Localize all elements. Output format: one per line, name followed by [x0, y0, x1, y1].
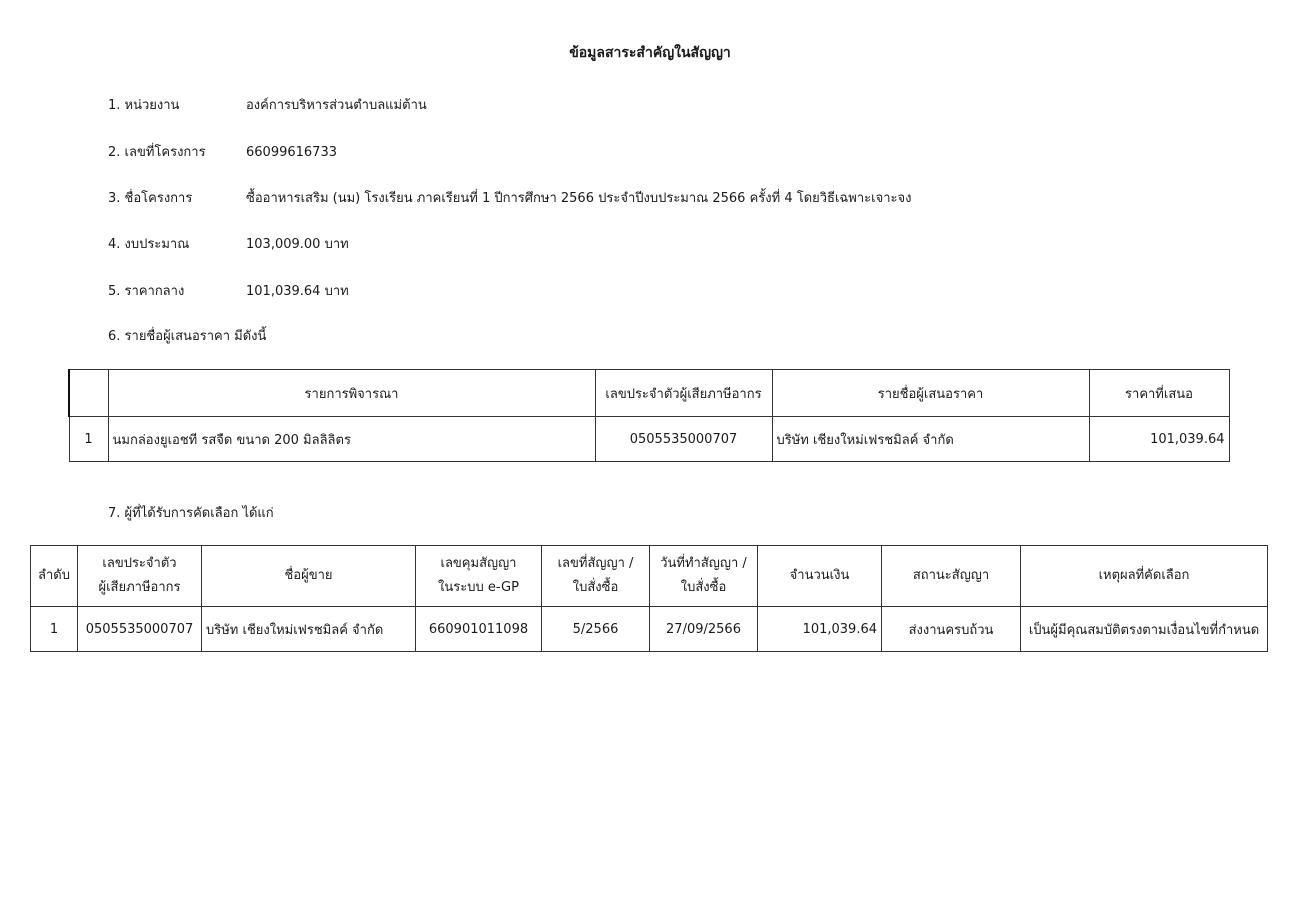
document-title: ข้อมูลสาระสำคัญในสัญญา: [569, 45, 731, 61]
column-header: ชื่อผู้ขาย: [202, 546, 416, 607]
column-header: จำนวนเงิน: [758, 546, 882, 607]
contract-amount: 101,039.64: [758, 607, 882, 652]
row-number: 1: [69, 417, 108, 462]
column-header: สถานะสัญญา: [882, 546, 1021, 607]
info-label: 5. ราคากลาง: [108, 284, 185, 299]
column-header: เหตุผลที่คัดเลือก: [1021, 546, 1268, 607]
column-header: ลำดับ: [31, 546, 78, 607]
section-7-label: 7. ผู้ที่ได้รับการคัดเลือก ได้แก่: [108, 506, 274, 521]
info-value: ซื้ออาหารเสริม (นม) โรงเรียน ภาคเรียนที่ 1 ปีการศึกษา 2566 ประจำปีงบประมาณ 2566 ครั้งที่ 4 โดยวิธีเฉพาะเจาะจง: [246, 191, 912, 206]
contract-status: ส่งงานครบถ้วน: [882, 607, 1021, 652]
column-header: เลขที่สัญญา / ใบสั่งซื้อ: [542, 546, 650, 607]
contract-date: 27/09/2566: [650, 607, 758, 652]
item-name: นมกล่องยูเอชที รสจืด ขนาด 200 มิลลิลิตร: [108, 417, 595, 462]
column-header: เลขประจำตัว ผู้เสียภาษีอากร: [78, 546, 202, 607]
offered-price: 101,039.64: [1089, 417, 1229, 462]
info-label: 4. งบประมาณ: [108, 237, 190, 252]
column-header: เลขประจำตัวผู้เสียภาษีอากร: [595, 370, 772, 417]
selected-vendor-table: [30, 545, 1268, 652]
info-label: 1. หน่วยงาน: [108, 98, 180, 113]
row-number: 1: [31, 607, 78, 652]
table-row: [31, 607, 1268, 652]
section-6-label: 6. รายชื่อผู้เสนอราคา มีดังนี้: [108, 329, 267, 344]
info-label: 2. เลขที่โครงการ: [108, 145, 206, 160]
column-header: เลขคุมสัญญา ในระบบ e-GP: [416, 546, 542, 607]
table-header-row: [31, 546, 1268, 607]
info-value: องค์การบริหารส่วนตำบลแม่ต้าน: [246, 98, 427, 113]
table-row: [69, 417, 1229, 462]
info-label: 3. ชื่อโครงการ: [108, 191, 193, 206]
info-value: 66099616733: [246, 145, 337, 160]
column-header: รายชื่อผู้เสนอราคา: [772, 370, 1089, 417]
bidder-name: บริษัท เชียงใหม่เฟรชมิลค์ จำกัด: [772, 417, 1089, 462]
table-header-row: [69, 370, 1229, 417]
bidders-table: [68, 369, 1230, 462]
seller-name: บริษัท เชียงใหม่เฟรชมิลค์ จำกัด: [202, 607, 416, 652]
column-header: รายการพิจารณา: [108, 370, 595, 417]
tax-id: 0505535000707: [78, 607, 202, 652]
column-header: ราคาที่เสนอ: [1089, 370, 1229, 417]
selection-reason: เป็นผู้มีคุณสมบัติตรงตามเงื่อนไขที่กำหนด: [1021, 607, 1268, 652]
info-value: 101,039.64 บาท: [246, 284, 349, 299]
egp-control-number: 660901011098: [416, 607, 542, 652]
column-header: [69, 370, 108, 417]
contract-number: 5/2566: [542, 607, 650, 652]
tax-id: 0505535000707: [595, 417, 772, 462]
info-value: 103,009.00 บาท: [246, 237, 349, 252]
column-header: วันที่ทำสัญญา / ใบสั่งซื้อ: [650, 546, 758, 607]
